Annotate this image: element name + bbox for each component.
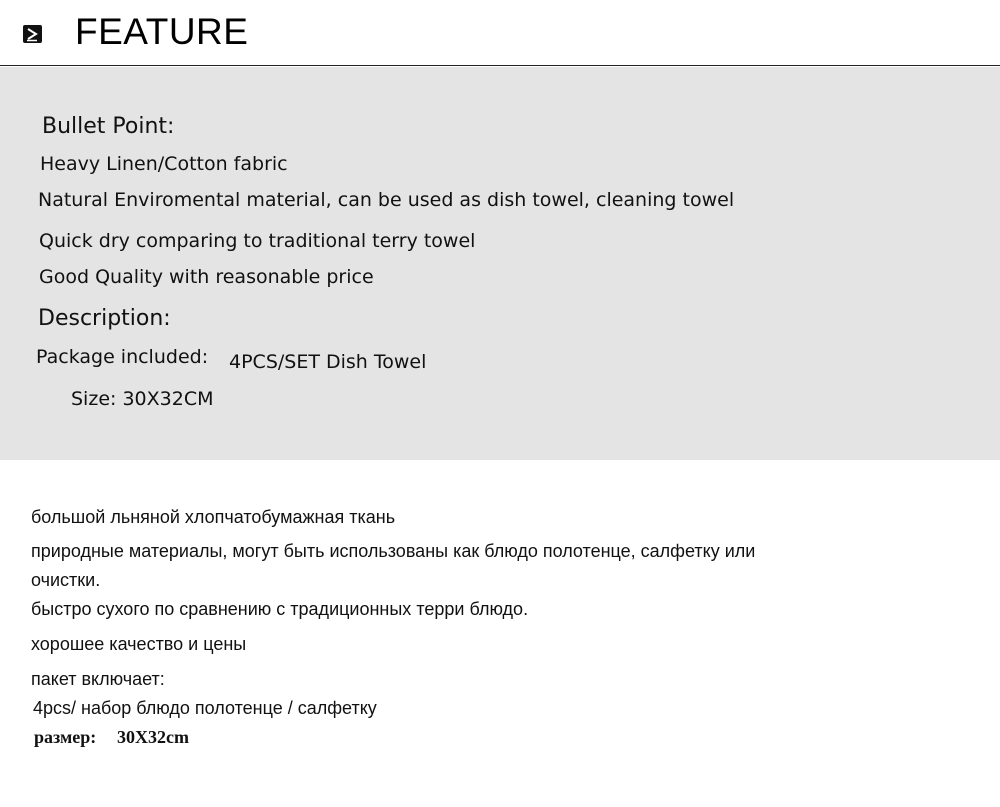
russian-line: пакет включает: — [31, 669, 165, 689]
russian-line: хорошее качество и цены — [31, 634, 247, 654]
feature-header — [0, 0, 1000, 66]
russian-line: очистки. — [31, 570, 101, 590]
russian-line: большой льняной хлопчатобумажная ткань — [31, 507, 396, 527]
header-divider — [0, 65, 1000, 66]
russian-size-label: размер: — [34, 727, 97, 747]
size-text: Size: 30X32CM — [71, 388, 214, 410]
bullet-item: Quick dry comparing to traditional terry towel — [39, 230, 476, 252]
play-arrow-icon — [23, 25, 42, 43]
bullet-item: Natural Enviromental material, can be used as dish towel, cleaning towel — [38, 189, 735, 211]
russian-size-value: 30X32cm — [117, 727, 189, 747]
russian-line: быстро сухого по сравнению с традиционных терри блюдо. — [31, 599, 529, 619]
russian-line: природные материалы, могут быть использованы как блюдо полотенце, салфетку или — [31, 541, 756, 561]
bullet-item: Heavy Linen/Cotton fabric — [40, 153, 288, 175]
description-heading: Description: — [38, 306, 171, 331]
bullet-point-heading: Bullet Point: — [42, 114, 175, 139]
bullet-item: Good Quality with reasonable price — [39, 266, 374, 288]
package-value: 4PCS/SET Dish Towel — [229, 351, 427, 373]
page-title: FEATURE — [75, 11, 249, 52]
russian-line: 4pcs/ набор блюдо полотенце / салфетку — [33, 698, 377, 718]
package-label: Package included: — [36, 346, 209, 368]
